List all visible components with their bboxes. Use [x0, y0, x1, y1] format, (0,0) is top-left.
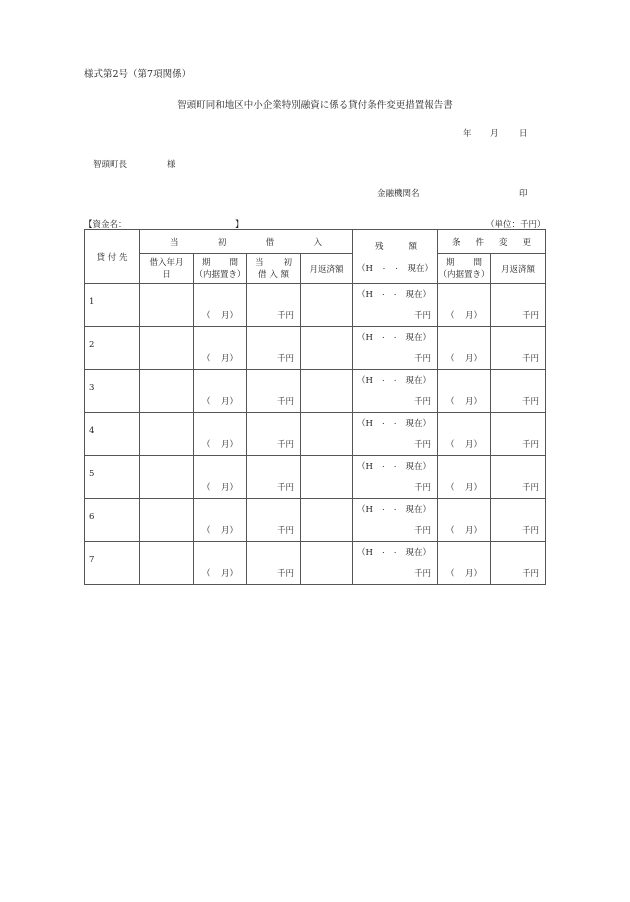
- balance-cell[interactable]: [353, 284, 438, 327]
- header-text: 日: [162, 269, 171, 280]
- asof-text: 現在）: [405, 290, 431, 300]
- thousand-yen-label: 千円: [276, 569, 294, 579]
- lender-cell[interactable]: [85, 456, 140, 499]
- thousand-yen-label: 千円: [521, 397, 539, 407]
- paren-open: （: [446, 483, 455, 493]
- lender-cell[interactable]: [85, 542, 140, 585]
- months-label: 月）: [220, 354, 238, 364]
- balance-cell[interactable]: [353, 542, 438, 585]
- table-row: [85, 456, 546, 499]
- change-monthly-repayment-cell[interactable]: [491, 542, 546, 585]
- monthly-repayment-cell[interactable]: [301, 327, 353, 370]
- borrow-date-cell[interactable]: [140, 327, 194, 370]
- months-label: 月）: [220, 526, 238, 536]
- period-cell[interactable]: [194, 456, 247, 499]
- header-text: 初: [283, 257, 292, 268]
- thousand-yen-label: 千円: [521, 526, 539, 536]
- months-label: 月）: [464, 397, 482, 407]
- asof-text: .: [393, 546, 397, 556]
- borrow-date-cell[interactable]: [140, 284, 194, 327]
- header-text: 当: [255, 257, 264, 268]
- paren-open: （: [446, 440, 455, 450]
- paren-open: （: [446, 526, 455, 536]
- institution-label: 金融機関名: [377, 189, 420, 199]
- header-change-period: [438, 254, 491, 284]
- lender-cell[interactable]: [85, 413, 140, 456]
- header-balance: [353, 230, 438, 254]
- asof-text: .: [393, 288, 397, 298]
- header-char: 初: [217, 237, 227, 248]
- paren-open: （: [202, 526, 211, 536]
- period-cell[interactable]: [194, 499, 247, 542]
- row-number: 1: [89, 297, 95, 307]
- asof-text: .: [381, 546, 385, 556]
- header-text: .: [395, 262, 398, 273]
- months-label: 月）: [464, 526, 482, 536]
- thousand-yen-label: 千円: [413, 569, 431, 579]
- paren-open: （: [446, 311, 455, 321]
- paren-open: （: [446, 569, 455, 579]
- balance-cell[interactable]: [353, 327, 438, 370]
- months-label: 月）: [220, 569, 238, 579]
- months-label: 月）: [464, 569, 482, 579]
- borrow-date-cell[interactable]: [140, 370, 194, 413]
- change-monthly-repayment-cell[interactable]: [491, 327, 546, 370]
- header-initial-amount: [247, 254, 301, 284]
- asof-text: 現在）: [405, 505, 431, 515]
- months-label: 月）: [464, 354, 482, 364]
- asof-text: .: [381, 460, 385, 470]
- asof-text: 現在）: [405, 462, 431, 472]
- form-number: 様式第2号（第7項関係）: [84, 69, 192, 80]
- thousand-yen-label: 千円: [521, 483, 539, 493]
- asof-text: .: [393, 417, 397, 427]
- report-table: [84, 229, 546, 585]
- borrow-date-cell[interactable]: [140, 413, 194, 456]
- header-balance-asof: [353, 254, 438, 284]
- table-row: [85, 370, 546, 413]
- header-text: （H: [357, 264, 373, 275]
- date-day-label: 日: [519, 129, 528, 139]
- months-label: 月）: [220, 397, 238, 407]
- header-text: 間: [473, 257, 482, 268]
- asof-text: .: [381, 331, 385, 341]
- months-label: 月）: [220, 483, 238, 493]
- row-number: 7: [89, 555, 95, 565]
- header-borrow-date: [140, 254, 194, 284]
- period-cell[interactable]: [194, 327, 247, 370]
- header-text: 間: [229, 257, 238, 268]
- asof-text: .: [393, 374, 397, 384]
- date-year-label: 年: [463, 129, 472, 139]
- addressee-honorific: 様: [167, 160, 176, 170]
- asof-text: （H: [357, 462, 373, 472]
- header-char: 当: [170, 237, 179, 248]
- asof-text: .: [393, 460, 397, 470]
- header-char: 残: [375, 241, 384, 252]
- asof-text: 現在）: [405, 376, 431, 386]
- monthly-repayment-cell[interactable]: [301, 542, 353, 585]
- change-monthly-repayment-cell[interactable]: [491, 370, 546, 413]
- asof-text: （H: [357, 505, 373, 515]
- asof-text: .: [381, 288, 385, 298]
- thousand-yen-label: 千円: [413, 397, 431, 407]
- months-label: 月）: [220, 440, 238, 450]
- change-monthly-repayment-cell[interactable]: [491, 284, 546, 327]
- seal-mark: 印: [519, 189, 528, 199]
- row-number: 6: [89, 512, 95, 522]
- thousand-yen-label: 千円: [413, 311, 431, 321]
- months-label: 月）: [464, 440, 482, 450]
- borrow-date-cell[interactable]: [140, 456, 194, 499]
- fund-name-close-bracket: 】: [235, 220, 244, 230]
- table-row: [85, 327, 546, 370]
- months-label: 月）: [220, 311, 238, 321]
- paren-open: （: [446, 397, 455, 407]
- paren-open: （: [202, 483, 211, 493]
- period-cell[interactable]: [194, 542, 247, 585]
- asof-text: （H: [357, 419, 373, 429]
- initial-amount-cell[interactable]: [247, 284, 301, 327]
- monthly-repayment-cell[interactable]: [301, 413, 353, 456]
- months-label: 月）: [464, 483, 482, 493]
- paren-open: （: [202, 440, 211, 450]
- header-text: 借入年月: [149, 257, 184, 268]
- addressee: 智頭町長: [93, 160, 128, 170]
- lender-cell[interactable]: [85, 327, 140, 370]
- table-row: [85, 413, 546, 456]
- lender-cell[interactable]: [85, 284, 140, 327]
- monthly-repayment-cell[interactable]: [301, 456, 353, 499]
- asof-text: .: [393, 503, 397, 513]
- initial-amount-cell[interactable]: [247, 542, 301, 585]
- header-text: 現在）: [407, 264, 433, 275]
- period-cell[interactable]: [194, 370, 247, 413]
- header-char: 条: [452, 237, 461, 248]
- header-text: 期: [446, 257, 455, 268]
- asof-text: 現在）: [405, 333, 431, 343]
- thousand-yen-label: 千円: [276, 311, 294, 321]
- date-month-label: 月: [490, 129, 499, 139]
- document-title: 智頭町同和地区中小企業特別融資に係る貸付条件変更措置報告書: [177, 100, 453, 111]
- months-label: 月）: [464, 311, 482, 321]
- header-lender: 貸 付 先: [85, 230, 140, 284]
- change-period-cell[interactable]: [438, 413, 491, 456]
- table-row: [85, 542, 546, 585]
- asof-text: （H: [357, 548, 373, 558]
- asof-text: 現在）: [405, 548, 431, 558]
- paren-open: （: [202, 311, 211, 321]
- thousand-yen-label: 千円: [521, 440, 539, 450]
- asof-text: .: [393, 331, 397, 341]
- balance-cell[interactable]: [353, 413, 438, 456]
- thousand-yen-label: 千円: [413, 440, 431, 450]
- initial-amount-cell[interactable]: [247, 370, 301, 413]
- thousand-yen-label: 千円: [413, 526, 431, 536]
- header-char: 入: [313, 237, 322, 248]
- table-row: [85, 284, 546, 327]
- change-monthly-repayment-cell[interactable]: [491, 456, 546, 499]
- header-text: （内据置き）: [194, 269, 246, 280]
- initial-amount-cell[interactable]: [247, 499, 301, 542]
- row-number: 4: [89, 426, 95, 436]
- header-period: [194, 254, 247, 284]
- monthly-repayment-cell[interactable]: [301, 284, 353, 327]
- row-number: 5: [89, 469, 95, 479]
- row-number: 2: [89, 340, 95, 350]
- header-initial-borrowing: [140, 230, 353, 254]
- header-text: 借 入 額: [258, 269, 289, 280]
- paren-open: （: [446, 354, 455, 364]
- period-cell[interactable]: [194, 284, 247, 327]
- fund-name-label: 【資金名：: [84, 220, 127, 230]
- thousand-yen-label: 千円: [276, 526, 294, 536]
- header-text: .: [382, 262, 386, 273]
- paren-open: （: [202, 354, 211, 364]
- borrow-date-cell[interactable]: [140, 499, 194, 542]
- change-monthly-repayment-cell[interactable]: [491, 413, 546, 456]
- initial-amount-cell[interactable]: [247, 327, 301, 370]
- paren-open: （: [202, 569, 211, 579]
- borrow-date-cell[interactable]: [140, 542, 194, 585]
- table-row: [85, 499, 546, 542]
- lender-cell[interactable]: [85, 370, 140, 413]
- thousand-yen-label: 千円: [276, 483, 294, 493]
- unit-label: （単位：千円）: [486, 220, 546, 230]
- asof-text: 現在）: [405, 419, 431, 429]
- thousand-yen-label: 千円: [521, 354, 539, 364]
- asof-text: .: [381, 374, 385, 384]
- initial-amount-cell[interactable]: [247, 456, 301, 499]
- change-period-cell[interactable]: [438, 456, 491, 499]
- header-text: 期: [202, 257, 211, 268]
- balance-cell[interactable]: [353, 499, 438, 542]
- header-char: 件: [475, 237, 484, 248]
- header-char: 借: [265, 237, 275, 248]
- paren-open: （: [202, 397, 211, 407]
- thousand-yen-label: 千円: [521, 311, 539, 321]
- change-period-cell[interactable]: [438, 542, 491, 585]
- change-period-cell[interactable]: [438, 370, 491, 413]
- thousand-yen-label: 千円: [276, 440, 294, 450]
- asof-text: （H: [357, 376, 373, 386]
- asof-text: （H: [357, 290, 373, 300]
- change-period-cell[interactable]: [438, 499, 491, 542]
- thousand-yen-label: 千円: [276, 354, 294, 364]
- monthly-repayment-cell[interactable]: [301, 370, 353, 413]
- header-char: 更: [522, 237, 531, 248]
- balance-cell[interactable]: [353, 370, 438, 413]
- thousand-yen-label: 千円: [276, 397, 294, 407]
- thousand-yen-label: 千円: [521, 569, 539, 579]
- change-period-cell[interactable]: [438, 327, 491, 370]
- initial-amount-cell[interactable]: [247, 413, 301, 456]
- header-condition-change: [438, 230, 546, 254]
- row-number: 3: [89, 383, 95, 393]
- header-change-monthly-repayment: 月返済額: [491, 254, 546, 284]
- balance-cell[interactable]: [353, 456, 438, 499]
- thousand-yen-label: 千円: [413, 483, 431, 493]
- change-monthly-repayment-cell[interactable]: [491, 499, 546, 542]
- thousand-yen-label: 千円: [413, 354, 431, 364]
- asof-text: .: [381, 503, 385, 513]
- period-cell[interactable]: [194, 413, 247, 456]
- header-char: 額: [408, 241, 417, 252]
- header-monthly-repayment: 月返済額: [301, 254, 353, 284]
- lender-cell[interactable]: [85, 499, 140, 542]
- asof-text: .: [381, 417, 385, 427]
- header-text: （内据置き）: [438, 269, 490, 280]
- header-char: 変: [498, 237, 508, 248]
- monthly-repayment-cell[interactable]: [301, 499, 353, 542]
- change-period-cell[interactable]: [438, 284, 491, 327]
- asof-text: （H: [357, 333, 373, 343]
